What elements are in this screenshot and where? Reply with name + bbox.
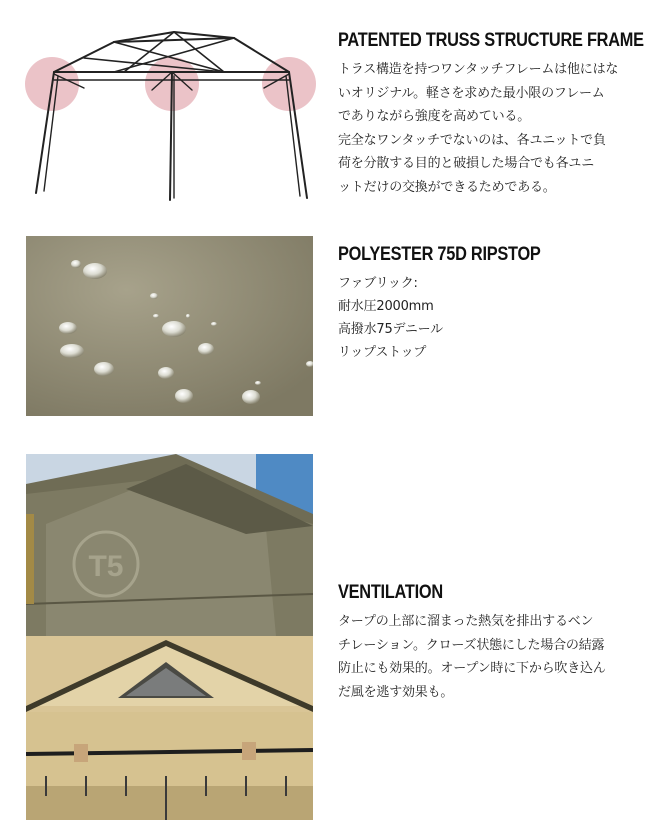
- tent-interior-photo: [26, 636, 313, 820]
- tent-roof-photo: [26, 454, 313, 636]
- ventilation-heading: VENTILATION: [338, 582, 443, 603]
- truss-heading: PATENTED TRUSS STRUCTURE FRAME: [338, 30, 644, 51]
- truss-line-2: いオリジナル。軽さを求めた最小限のフレーム: [338, 85, 605, 101]
- ripstop-line-4: リップストップ: [338, 345, 427, 360]
- ripstop-heading: POLYESTER 75D RIPSTOP: [338, 244, 541, 265]
- truss-frame-illustration: [24, 28, 320, 206]
- ripstop-section: [0, 236, 650, 418]
- ripstop-line-3: 高撥水75デニール: [338, 322, 443, 337]
- truss-line-4: 完全なワンタッチでないのは、各ユニットで負: [338, 132, 606, 148]
- tent-logo-text: T5: [88, 550, 124, 583]
- ventilation-section: [0, 454, 650, 820]
- ventilation-line-3: 防止にも効果的。オープン時に下から吹き込ん: [338, 661, 606, 676]
- fabric-droplets-photo: [26, 236, 313, 416]
- truss-section: [0, 0, 650, 210]
- ventilation-line-1: タープの上部に溜まった熱気を排出するベン: [338, 614, 594, 629]
- ventilation-line-4: だ風を逃す効果も。: [338, 684, 454, 700]
- ripstop-line-1: ファブリック:: [338, 276, 418, 291]
- ventilation-line-2: チレーション。クローズ状態にした場合の結露: [338, 637, 605, 653]
- truss-line-6: ットだけの交換ができるためである。: [338, 179, 556, 195]
- truss-line-3: でありながら強度を高めている。: [338, 109, 531, 124]
- truss-line-1: トラス構造を持つワンタッチフレームは他にはな: [338, 62, 619, 77]
- truss-line-5: 荷を分散する目的と破損した場合でも各ユニ: [338, 156, 595, 171]
- ripstop-line-2: 耐水圧2000mm: [338, 299, 434, 314]
